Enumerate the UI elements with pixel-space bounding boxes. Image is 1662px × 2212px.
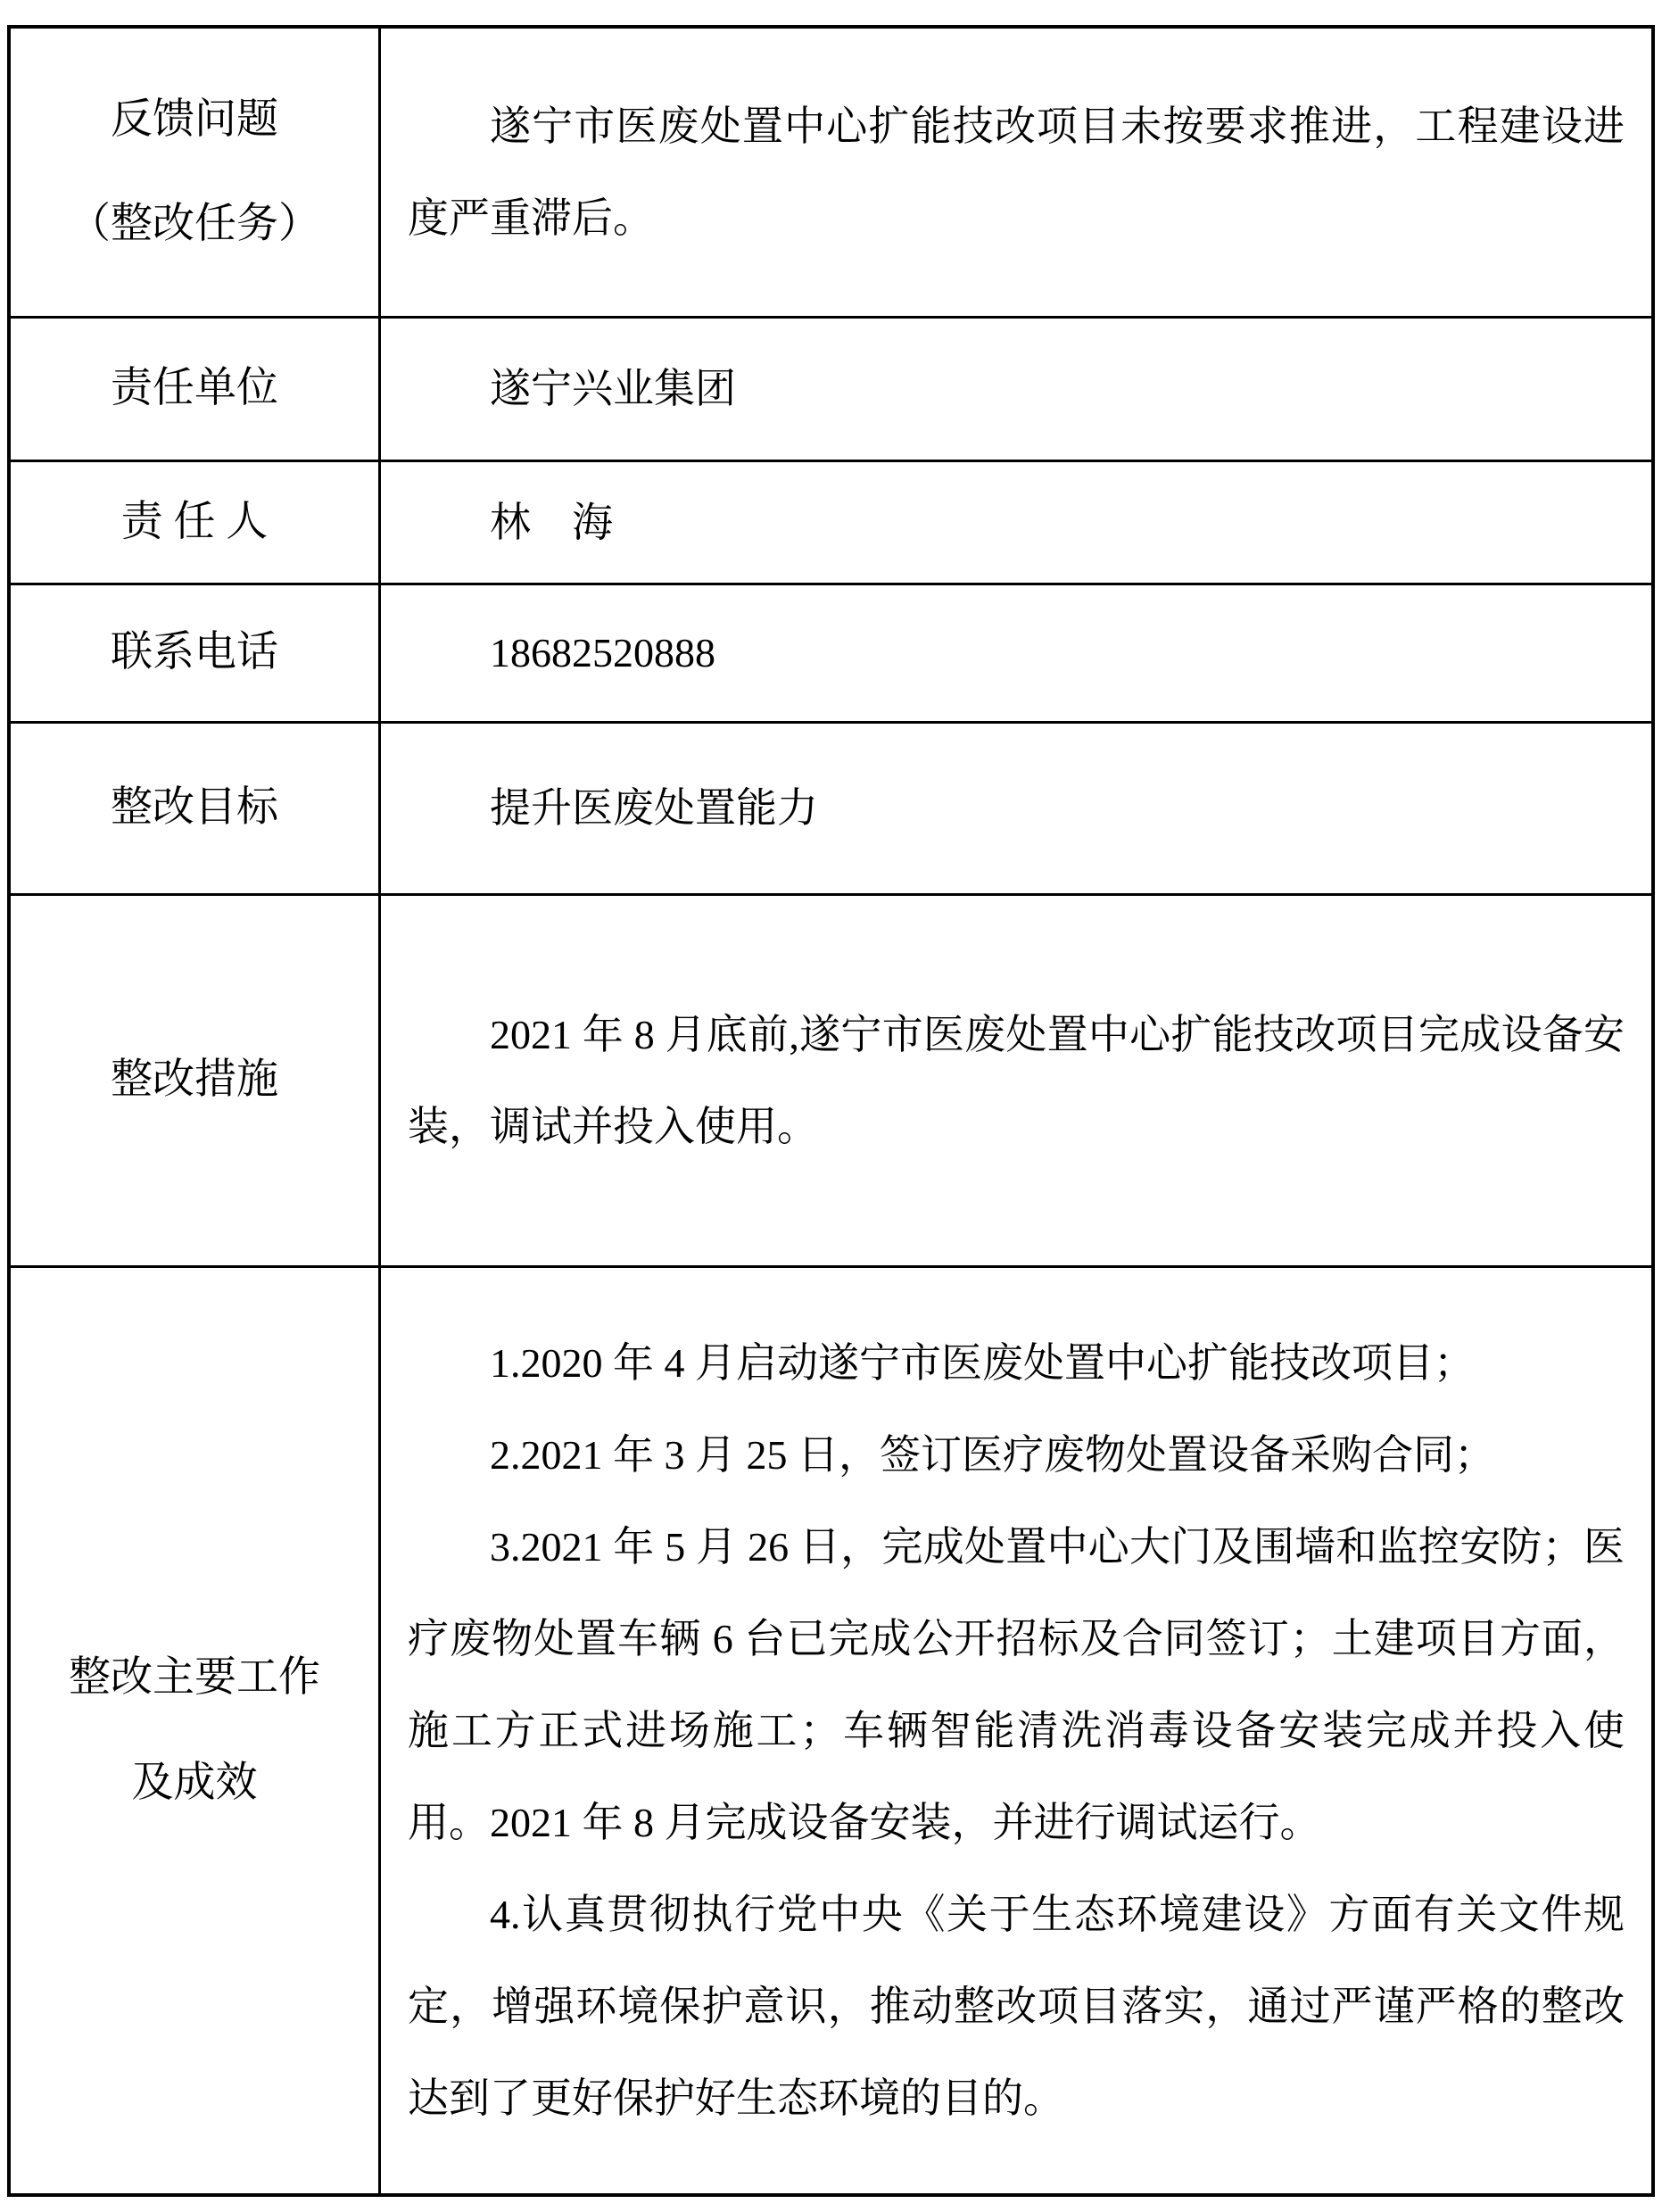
row-label-responsible-person xyxy=(11,462,378,583)
cell-rectification-measures-content xyxy=(381,896,1651,1265)
row-label-feedback-problem xyxy=(11,29,378,316)
label-line: 反馈问题 xyxy=(111,95,278,143)
label-line: 整改目标 xyxy=(111,784,278,832)
label-line: 整改措施 xyxy=(111,1056,278,1104)
row-label-rectification-measures xyxy=(11,896,378,1265)
phone-number: 18682520888 xyxy=(490,630,715,676)
cell-paragraph: 2021 年 8 月底前,遂宁市医废处置中心扩能技改项目完成设备安装，调试并投入使用。 xyxy=(408,1011,1625,1149)
cell-feedback-problem-content xyxy=(381,29,1651,316)
cell-paragraph: 2.2021 年 3 月 25 日，签订医疗废物处置设备采购合同； xyxy=(490,1431,1495,1478)
label-line: （整改任务） xyxy=(69,201,320,247)
cell-paragraph: 林 海 xyxy=(490,499,613,545)
row-label-contact-phone xyxy=(11,585,378,721)
row-label-responsible-unit xyxy=(11,319,378,460)
cell-paragraph: 遂宁市医废处置中心扩能技改项目未按要求推进，工程建设进度严重滞后。 xyxy=(408,103,1625,241)
cell-paragraph: 1.2020 年 4 月启动遂宁市医废处置中心扩能技改项目； xyxy=(490,1339,1475,1386)
label-line: 及成效 xyxy=(131,1759,258,1806)
cell-main-work-and-results-content xyxy=(381,1268,1651,2193)
label-line: 联系电话 xyxy=(111,629,278,676)
label-line: 责任单位 xyxy=(111,365,278,412)
rectification-table xyxy=(7,25,1655,2197)
row-label-main-work-and-results xyxy=(11,1268,378,2193)
cell-paragraph: 3.2021 年 5 月 26 日，完成处置中心大门及围墙和监控安防；医疗废物处置车辆 6 台已完成公开招标及合同签订；土建项目方面，施工方正式进场施工；车辆智能清洗消毒设备安装完成并投入使用。2021 年 8 月完成设备安装，并进行调试运行。 xyxy=(408,1523,1625,1846)
cell-responsible-person-content xyxy=(381,462,1651,583)
label-line: 责 任 人 xyxy=(120,498,269,545)
cell-paragraph: 遂宁兴业集团 xyxy=(490,366,736,412)
cell-paragraph: 提升医废处置能力 xyxy=(490,785,818,832)
row-label-rectification-goal xyxy=(11,724,378,893)
cell-contact-phone-content xyxy=(381,585,1651,721)
label-line: 整改主要工作 xyxy=(69,1654,320,1701)
cell-paragraph: 4.认真贯彻执行党中央《关于生态环境建设》方面有关文件规定，增强环境保护意识，推动整改项目落实，通过严谨严格的整改达到了更好保护好生态环境的目的。 xyxy=(408,1892,1625,2122)
cell-rectification-goal-content xyxy=(381,724,1651,893)
cell-responsible-unit-content xyxy=(381,319,1651,460)
